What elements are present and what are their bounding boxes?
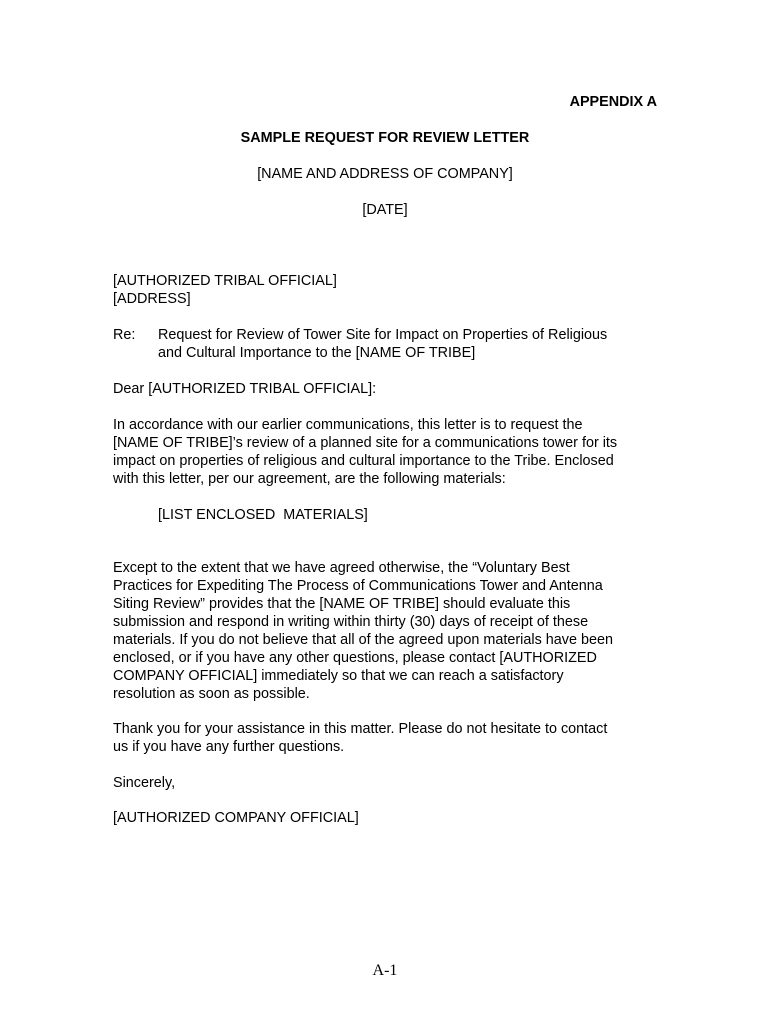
closing: Sincerely,	[113, 775, 176, 791]
date-placeholder: [DATE]	[362, 202, 408, 218]
paragraph-2-line: Practices for Expediting The Process of Communications Tower and Antenna	[113, 578, 603, 594]
company-placeholder: [NAME AND ADDRESS OF COMPANY]	[257, 166, 513, 182]
paragraph-1-line: In accordance with our earlier communications, this letter is to request the	[113, 417, 583, 433]
paragraph-2-line: COMPANY OFFICIAL] immediately so that we can reach a satisfactory	[113, 668, 564, 684]
enclosed-materials: [LIST ENCLOSED MATERIALS]	[158, 507, 368, 523]
paragraph-1-line: impact on properties of religious and cultural importance to the Tribe. Enclosed	[113, 453, 614, 469]
paragraph-1-line: [NAME OF TRIBE]’s review of a planned site for a communications tower for its	[113, 435, 618, 451]
paragraph-2-line: submission and respond in writing within thirty (30) days of receipt of these	[113, 614, 589, 630]
re-label: Re:	[113, 327, 136, 343]
signature-placeholder: [AUTHORIZED COMPANY OFFICIAL]	[113, 810, 359, 826]
paragraph-3-line: us if you have any further questions.	[113, 739, 345, 755]
recipient-address: [ADDRESS]	[113, 291, 191, 307]
paragraph-1-line: with this letter, per our agreement, are the following materials:	[113, 471, 506, 487]
recipient-official: [AUTHORIZED TRIBAL OFFICIAL]	[113, 273, 337, 289]
paragraph-2-line: Siting Review” provides that the [NAME OF TRIBE] should evaluate this	[113, 596, 571, 612]
re-line-1: Request for Review of Tower Site for Impact on Properties of Religious	[158, 327, 608, 343]
paragraph-2-line: resolution as soon as possible.	[113, 686, 310, 702]
paragraph-2-line: Except to the extent that we have agreed otherwise, the “Voluntary Best	[113, 560, 570, 576]
re-line-2: and Cultural Importance to the [NAME OF TRIBE]	[158, 345, 476, 361]
page-number: A-1	[372, 962, 398, 979]
paragraph-2-line: materials. If you do not believe that all of the agreed upon materials have been	[113, 632, 613, 648]
paragraph-2-line: enclosed, or if you have any other questions, please contact [AUTHORIZED	[113, 650, 597, 666]
paragraph-3-line: Thank you for your assistance in this matter. Please do not hesitate to contact	[113, 721, 608, 737]
letter-title: SAMPLE REQUEST FOR REVIEW LETTER	[240, 130, 530, 146]
salutation: Dear [AUTHORIZED TRIBAL OFFICIAL]:	[113, 381, 377, 397]
appendix-label: APPENDIX A	[569, 94, 657, 110]
